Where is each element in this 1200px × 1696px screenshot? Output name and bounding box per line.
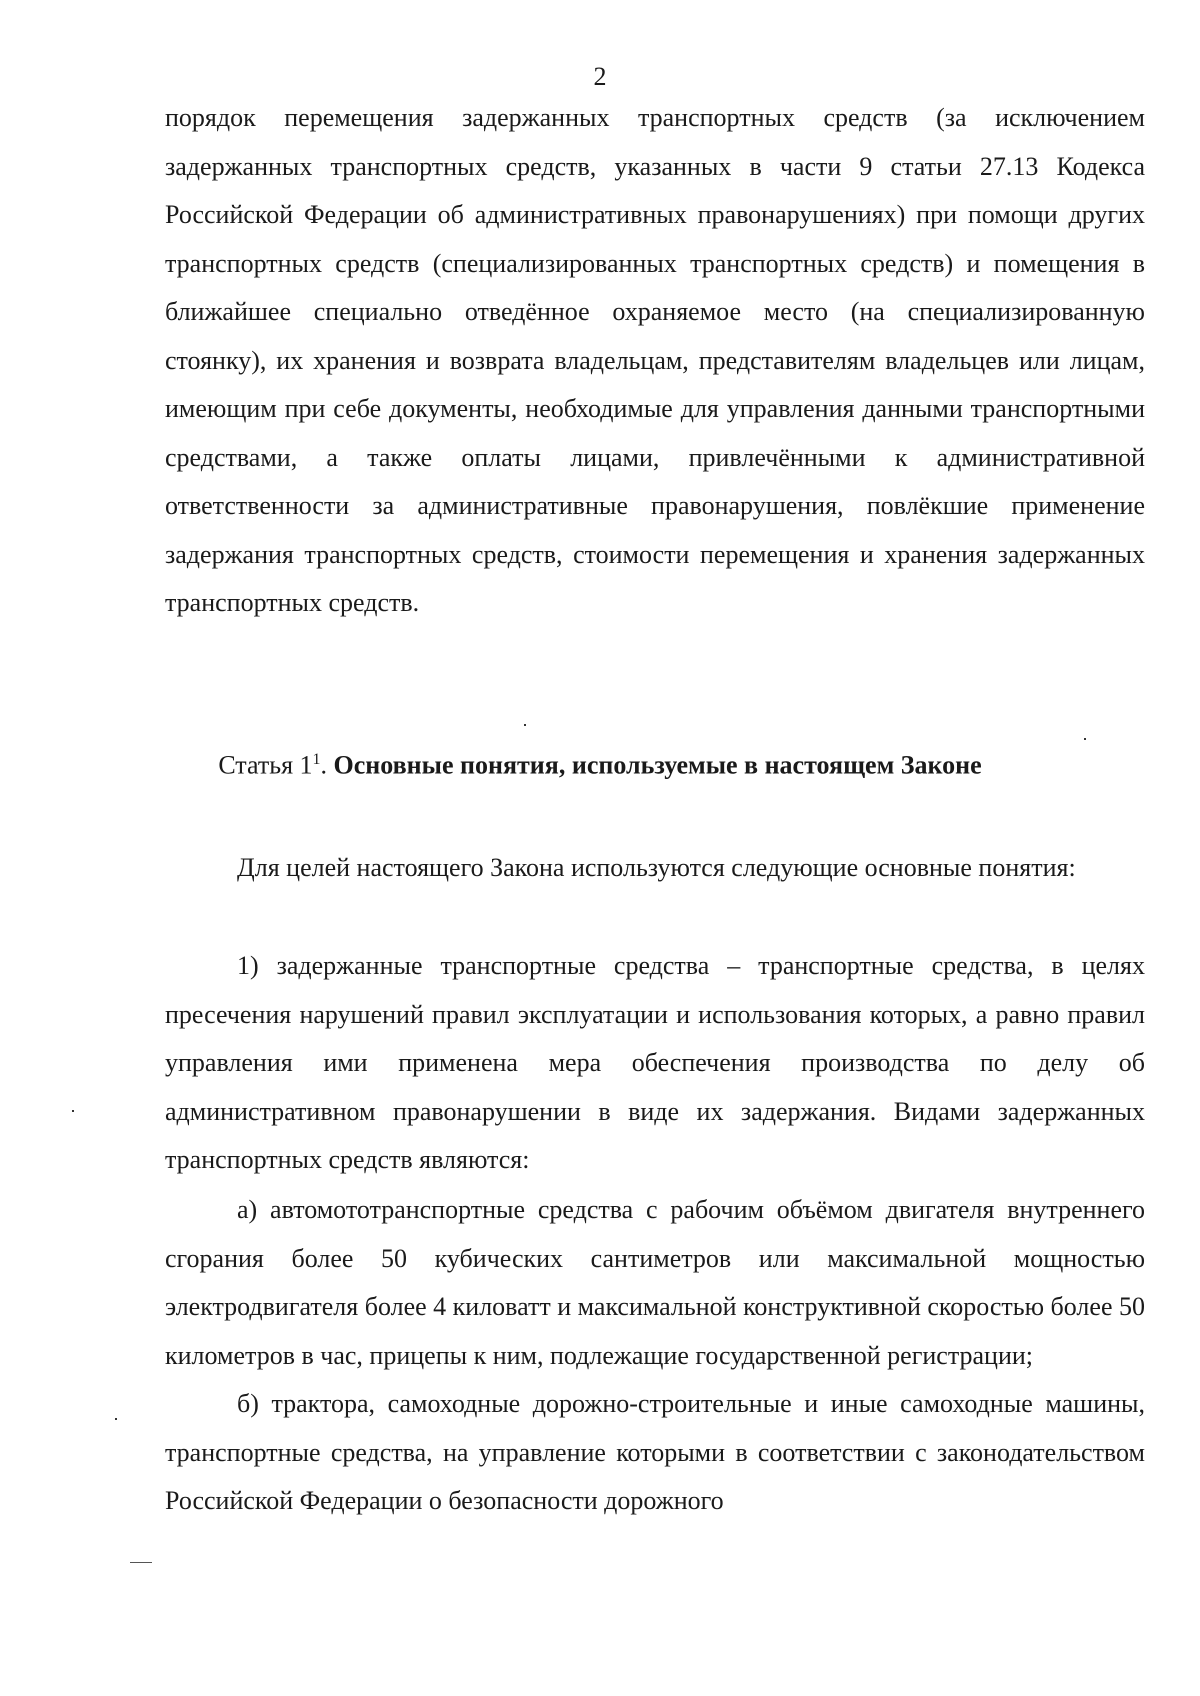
scan-artifact: [130, 1562, 152, 1563]
scan-artifact: [72, 1110, 74, 1112]
article-heading: [0, 740, 1200, 786]
definition-subitem-a: а) автомототранспортные средства с рабочим объёмом двигателя внутреннего сгорания более 50 кубических сантиметров или максимальной мощностью электродвигателя более 4 киловатт и максимальной конструктивной скоростью более 50 километров в час, прицепы к ним, подлежащие государственной регистрации;: [165, 1195, 1145, 1370]
page-number: 2: [593, 62, 607, 91]
definition-item-1: 1) задержанные транспортные средства – транспортные средства, в целях пресечения нарушений правил эксплуатации и использования которых, а равно правил управления ими применена мера обеспечения производства по делу об административном правонарушении в виде их задержания. Видами задержанных транспортных средств являются:: [165, 951, 1145, 1174]
article-prefix: Статья 1: [218, 750, 313, 780]
article-title: Основные понятия, используемые в настоящем Законе: [333, 750, 982, 780]
article-superscript: 1: [312, 751, 321, 768]
scan-artifact: [115, 1418, 117, 1420]
scan-artifact: [1084, 738, 1086, 740]
intro-paragraph: порядок перемещения задержанных транспортных средств (за исключением задержанных транспортных средств, указанных в части 9 статьи 27.13 Кодекса Российской Федерации об административных правонарушениях) при помощи других транспортных средств (специализированных транспортных средств) и помещения в ближайшее специально отведённое охраняемое место (на специализированную стоянку), их хранения и возврата владельцам, представителям владельцев или лицам, имеющим при себе документы, необходимые для управления данными транспортными средствами, а также оплаты лицами, привлечёнными к административной ответственности за административные правонарушения, повлёкшие применение задержания транспортных средств, стоимости перемещения и хранения задержанных транспортных средств.: [165, 103, 1145, 617]
article-dot: .: [320, 750, 334, 780]
definition-subitem-b: б) трактора, самоходные дорожно-строительные и иные самоходные машины, транспортные средства, на управление которыми в соответствии с законодательством Российской Федерации о безопасности дорожного: [165, 1389, 1145, 1515]
scan-artifact: [524, 724, 526, 726]
definitions-intro: Для целей настоящего Закона используются следующие основные понятия:: [237, 853, 1076, 882]
